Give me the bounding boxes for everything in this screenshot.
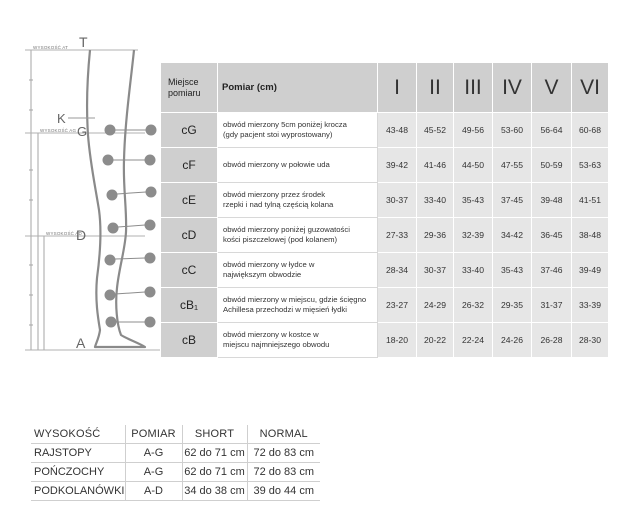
size-value: 53-63 [572, 148, 609, 183]
point-label-g: G [77, 124, 88, 139]
height-label-at: WYSOKOŚĆ AT [33, 45, 69, 50]
size-value: 44-50 [454, 148, 493, 183]
size-value: 35-43 [454, 183, 493, 218]
measure-code: cB₁ [161, 288, 218, 323]
size-value: 33-40 [417, 183, 454, 218]
normal-length: 72 do 83 cm [247, 444, 320, 463]
size-value: 27-33 [378, 218, 417, 253]
short-length: 34 do 38 cm [182, 482, 247, 501]
table-row [161, 148, 609, 183]
height-label-ag: WYSOKOŚĆ AG [40, 128, 77, 133]
table-row [161, 323, 609, 358]
measure-description: obwód mierzony w miejscu, gdzie ścięgno Achillesa przechodzi w mięsień łydki [218, 288, 378, 323]
size-value: 41-46 [417, 148, 454, 183]
size-value: 30-37 [378, 183, 417, 218]
measure-range: A-D [125, 482, 182, 501]
size-value: 35-43 [493, 253, 532, 288]
size-header-iv: IV [493, 63, 532, 113]
table-row [31, 444, 320, 463]
measure-description: obwód mierzony w łydce w największym obwodzie [218, 253, 378, 288]
size-value: 60-68 [572, 113, 609, 148]
size-header-v: V [532, 63, 572, 113]
size-value: 37-46 [532, 253, 572, 288]
size-value: 41-51 [572, 183, 609, 218]
size-value: 26-32 [454, 288, 493, 323]
size-value: 32-39 [454, 218, 493, 253]
length-table [31, 425, 320, 501]
size-value: 47-55 [493, 148, 532, 183]
size-chart [160, 62, 609, 358]
product-name: POŃCZOCHY [31, 463, 125, 482]
marker-cc [105, 255, 116, 266]
table-row [161, 288, 609, 323]
size-header-ii: II [417, 63, 454, 113]
table-row [31, 463, 320, 482]
table-row [161, 183, 609, 218]
size-value: 24-26 [493, 323, 532, 358]
size-value: 20-22 [417, 323, 454, 358]
product-name: PODKOLANÓWKI [31, 482, 125, 501]
marker-ce [107, 190, 118, 201]
size-chart-header [161, 63, 609, 113]
size-value: 33-40 [454, 253, 493, 288]
size-value: 28-30 [572, 323, 609, 358]
size-value: 24-29 [417, 288, 454, 323]
measure-description: obwód mierzony poniżej guzowatości kości piszczelowej (pod kolanem) [218, 218, 378, 253]
marker-cb [106, 317, 117, 328]
measure-description: obwód mierzony przez środek rzepki i nad tylną częścią kolana [218, 183, 378, 218]
size-value: 45-52 [417, 113, 454, 148]
size-value: 29-36 [417, 218, 454, 253]
table-row [161, 113, 609, 148]
size-value: 28-34 [378, 253, 417, 288]
size-value: 29-35 [493, 288, 532, 323]
leg-diagram [0, 0, 160, 360]
marker-cf [103, 155, 114, 166]
short-length: 62 do 71 cm [182, 444, 247, 463]
measure-code: cD [161, 218, 218, 253]
normal-length: 39 do 44 cm [247, 482, 320, 501]
size-value: 30-37 [417, 253, 454, 288]
size-value: 31-37 [532, 288, 572, 323]
size-value: 56-64 [532, 113, 572, 148]
size-value: 49-56 [454, 113, 493, 148]
size-value: 39-42 [378, 148, 417, 183]
col-header-normal: NORMAL [247, 425, 320, 444]
size-header-vi: VI [572, 63, 609, 113]
marker-cg [105, 125, 116, 136]
normal-length: 72 do 83 cm [247, 463, 320, 482]
size-value: 38-48 [572, 218, 609, 253]
size-value: 22-24 [454, 323, 493, 358]
short-length: 62 do 71 cm [182, 463, 247, 482]
product-name: RAJSTOPY [31, 444, 125, 463]
size-value: 50-59 [532, 148, 572, 183]
size-header-iii: III [454, 63, 493, 113]
point-label-a: A [76, 335, 86, 351]
length-table-header [31, 425, 320, 444]
measure-description: obwód mierzony w połowie uda [218, 148, 378, 183]
measure-code: cG [161, 113, 218, 148]
point-label-d: D [76, 227, 87, 243]
table-row [161, 218, 609, 253]
measurement-header: Pomiar (cm) [218, 63, 378, 113]
measure-code: cC [161, 253, 218, 288]
size-value: 37-45 [493, 183, 532, 218]
size-header-i: I [378, 63, 417, 113]
point-label-k: K [57, 111, 66, 126]
measure-point-header: Miejsce pomiaru [161, 63, 218, 113]
measure-description: obwód mierzony 5cm poniżej krocza (gdy pacjent stoi wyprostowany) [218, 113, 378, 148]
col-header-height: WYSOKOŚĆ [31, 425, 125, 444]
size-value: 18-20 [378, 323, 417, 358]
marker-cb1 [105, 290, 116, 301]
measure-code: cB [161, 323, 218, 358]
size-value: 39-49 [572, 253, 609, 288]
measure-code: cF [161, 148, 218, 183]
size-value: 33-39 [572, 288, 609, 323]
point-label-t: T [79, 34, 88, 50]
size-value: 36-45 [532, 218, 572, 253]
size-value: 34-42 [493, 218, 532, 253]
col-header-short: SHORT [182, 425, 247, 444]
measure-range: A-G [125, 463, 182, 482]
measure-range: A-G [125, 444, 182, 463]
size-value: 43-48 [378, 113, 417, 148]
height-label-ad: WYSOKOŚĆ AD [46, 231, 82, 236]
size-value: 39-48 [532, 183, 572, 218]
marker-cd [108, 223, 119, 234]
measure-description: obwód mierzony w kostce w miejscu najmniejszego obwodu [218, 323, 378, 358]
size-value: 23-27 [378, 288, 417, 323]
table-row [161, 253, 609, 288]
measure-code: cE [161, 183, 218, 218]
col-header-measure: POMIAR [125, 425, 182, 444]
table-row [31, 482, 320, 501]
size-value: 53-60 [493, 113, 532, 148]
size-value: 26-28 [532, 323, 572, 358]
